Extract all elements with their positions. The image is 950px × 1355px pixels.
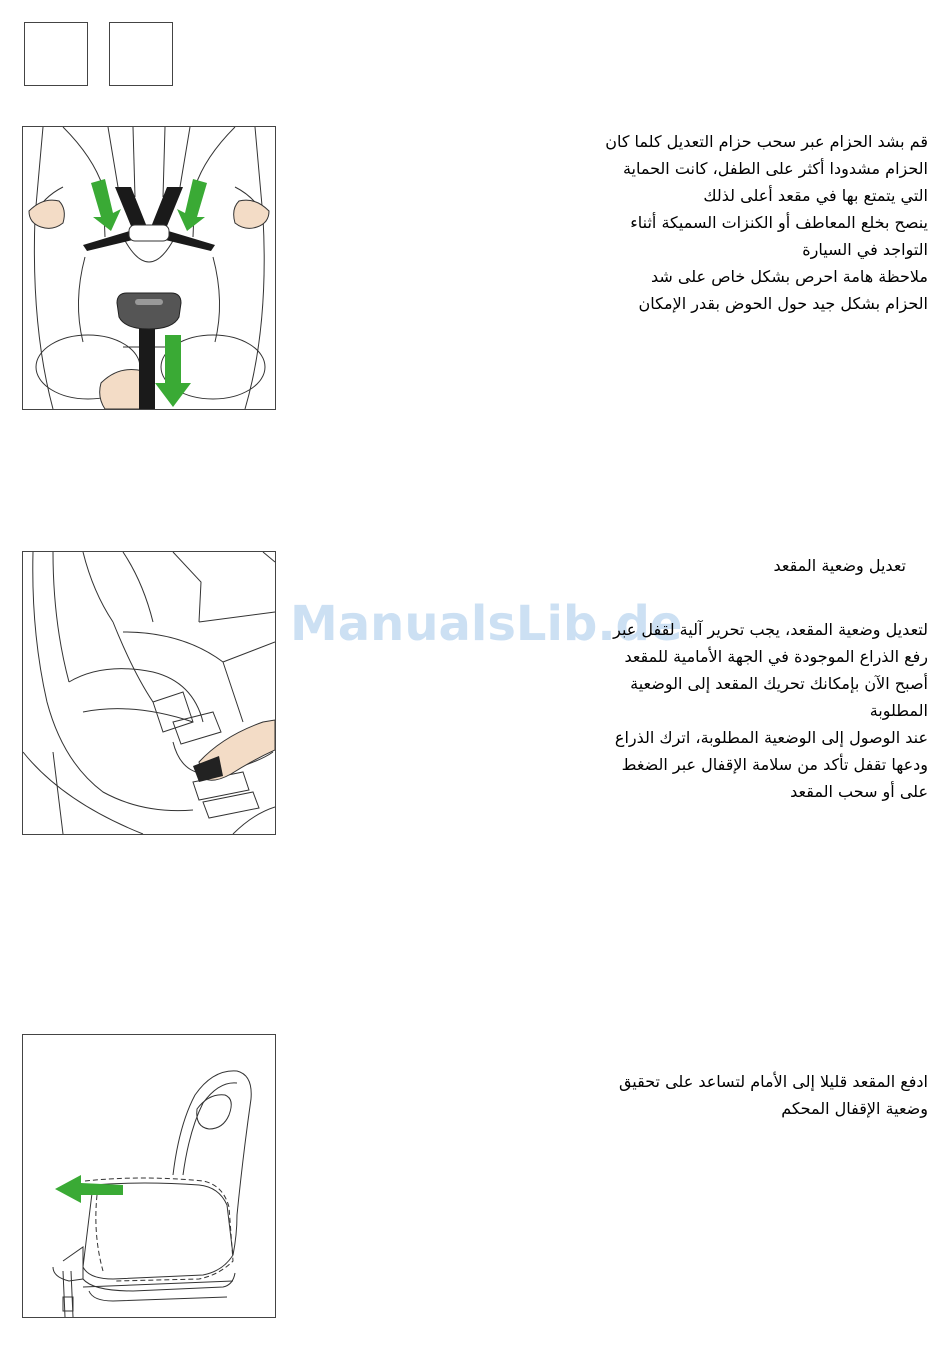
seat-recline-figure [22, 551, 276, 835]
instruction-line: لتعديل وضعية المقعد، يجب تحرير آلية لقفل عبر [613, 620, 928, 639]
seat-lock-figure [22, 1034, 276, 1318]
harness-tighten-figure [22, 126, 276, 410]
seat-adjust-instructions [548, 616, 928, 805]
harness-instructions [548, 128, 928, 317]
instruction-line: ينصح بخلع المعاطف أو الكنزات السميكة أثناء [630, 213, 928, 232]
instruction-line: ادفع المقعد قليلا إلى الأمام لتساعد على تحقيق [618, 1072, 928, 1091]
instruction-line: رفع الذراع الموجودة في الجهة الأمامية للمقعد [624, 647, 928, 666]
seat-lock-instructions [548, 1068, 928, 1122]
instruction-line: وضعية الإقفال المحكم [781, 1099, 928, 1118]
instruction-line: التي يتمتع بها في مقعد أعلى لذلك [703, 186, 928, 205]
instruction-line: التواجد في السيارة [802, 240, 928, 259]
placeholder-box-2 [109, 22, 173, 86]
instruction-line: ملاحظة هامة احرص بشكل خاص على شد [651, 267, 928, 286]
instruction-line: على أو سحب المقعد [790, 782, 928, 801]
instruction-line: قم بشد الحزام عبر سحب حزام التعديل كلما كان [605, 132, 928, 151]
instruction-line: ودعها تقفل تأكد من سلامة الإقفال عبر الضغط [621, 755, 928, 774]
instruction-line: أصبح الآن بإمكانك تحريك المقعد إلى الوضعية [630, 674, 928, 693]
instruction-line: المطلوبة [869, 701, 928, 720]
section-heading: تعديل وضعية المقعد [773, 556, 906, 575]
instruction-line: الحزام مشدودا أكثر على الطفل، كانت الحماية [622, 159, 928, 178]
instruction-line: الحزام بشكل جيد حول الحوض بقدر الإمكان [638, 294, 928, 313]
placeholder-box-1 [24, 22, 88, 86]
watermark-text: ManualsLib.de [290, 596, 683, 652]
instruction-line: عند الوصول إلى الوضعية المطلوبة، اترك الذراع [614, 728, 928, 747]
